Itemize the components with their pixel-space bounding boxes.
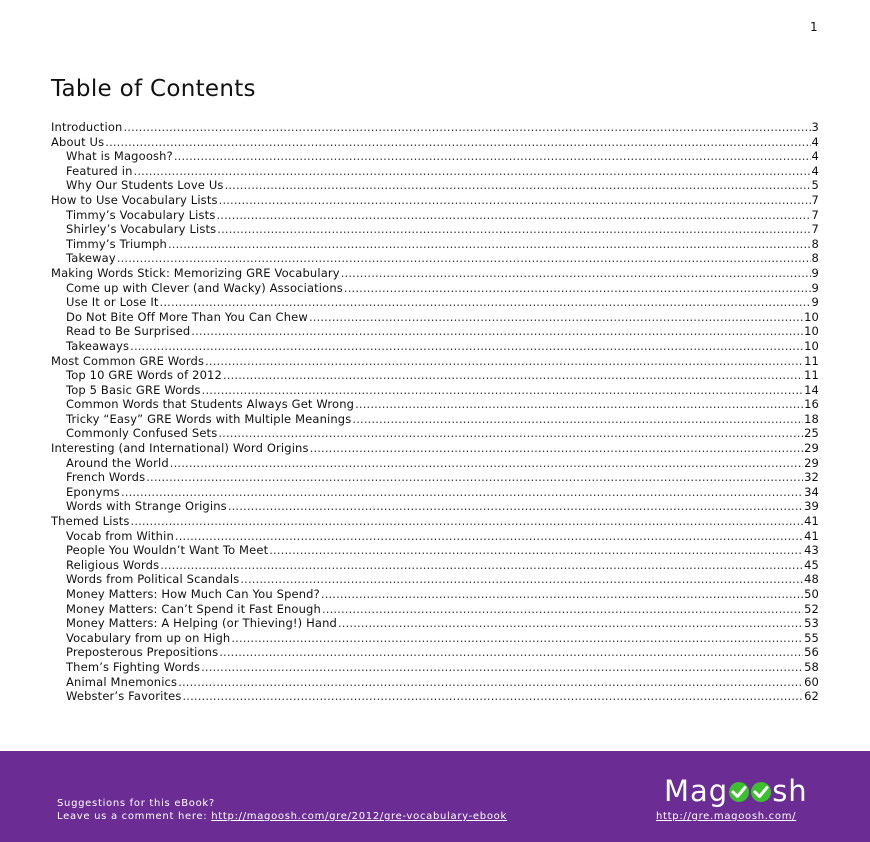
comment-line xyxy=(57,811,507,822)
toc-entry[interactable] xyxy=(51,324,819,339)
dot-leader xyxy=(146,470,803,485)
toc-entry[interactable] xyxy=(51,616,819,631)
toc-entry[interactable] xyxy=(51,412,819,427)
dot-leader xyxy=(219,193,811,208)
toc-entry-label: Eponyms xyxy=(66,484,120,499)
dot-leader xyxy=(202,383,803,398)
toc-entry-label: Come up with Clever (and Wacky) Associations xyxy=(66,280,343,295)
toc-entry[interactable] xyxy=(51,295,819,310)
toc-entry-label: Top 5 Basic GRE Words xyxy=(66,382,201,397)
toc-entry-label: Takeway xyxy=(66,251,116,266)
toc-entry-label: Featured in xyxy=(66,163,133,178)
toc-entry-page: 10 xyxy=(804,324,819,339)
toc-entry[interactable] xyxy=(51,208,819,223)
dot-leader xyxy=(117,251,811,266)
toc-entry[interactable] xyxy=(51,572,819,587)
toc-entry[interactable] xyxy=(51,499,819,514)
page-title: Table of Contents xyxy=(51,76,256,102)
toc-entry[interactable] xyxy=(51,164,819,179)
toc-entry-page: 16 xyxy=(804,397,819,412)
toc-entry-label: Timmy’s Vocabulary Lists xyxy=(66,207,216,222)
toc-entry[interactable] xyxy=(51,660,819,675)
logo-text-start: Mag xyxy=(664,774,729,808)
toc-entry-page: 7 xyxy=(811,222,819,237)
footer-banner xyxy=(0,751,870,842)
toc-entry-label: About Us xyxy=(51,134,105,149)
dot-leader xyxy=(174,149,811,164)
toc-entry-label: How to Use Vocabulary Lists xyxy=(51,192,218,207)
dot-leader xyxy=(160,295,811,310)
toc-entry-page: 3 xyxy=(811,120,819,134)
toc-entry-label: Do Not Bite Off More Than You Can Chew xyxy=(66,309,308,324)
toc-entry-label: Shirley’s Vocabulary Lists xyxy=(66,222,217,237)
toc-entry[interactable] xyxy=(51,222,819,237)
dot-leader xyxy=(121,485,803,500)
toc-entry-label: Use It or Lose It xyxy=(66,295,159,310)
toc-entry-label: Most Common GRE Words xyxy=(51,353,205,368)
dot-leader xyxy=(310,441,803,456)
toc-entry-label: Timmy’s Triumph xyxy=(66,236,167,251)
dot-leader xyxy=(178,675,803,690)
toc-entry-page: 9 xyxy=(811,265,819,280)
toc-entry-label: People You Wouldn’t Want To Meet xyxy=(66,543,269,558)
toc-entry-page: 11 xyxy=(804,353,819,368)
toc-entry[interactable] xyxy=(51,470,819,485)
comment-link[interactable]: http://magoosh.com/gre/2012/gre-vocabulary-ebook xyxy=(211,811,507,822)
dot-leader xyxy=(321,587,803,602)
dot-leader xyxy=(269,543,803,558)
dot-leader xyxy=(191,324,803,339)
toc-entry[interactable] xyxy=(51,485,819,500)
toc-entry-label: Introduction xyxy=(51,120,123,134)
toc-entry[interactable] xyxy=(51,120,819,135)
toc-entry[interactable] xyxy=(51,689,819,704)
dot-leader xyxy=(160,558,803,573)
toc-entry-label: Commonly Confused Sets xyxy=(66,426,218,441)
toc-entry-label: Themed Lists xyxy=(51,514,130,529)
dot-leader xyxy=(228,499,803,514)
toc-entry[interactable] xyxy=(51,281,819,296)
dot-leader xyxy=(322,602,803,617)
toc-entry[interactable] xyxy=(51,266,819,281)
toc-entry-page: 9 xyxy=(811,295,819,310)
table-of-contents xyxy=(51,120,819,704)
toc-entry[interactable] xyxy=(51,426,819,441)
toc-entry-label: What is Magoosh? xyxy=(66,149,173,164)
toc-entry[interactable] xyxy=(51,310,819,325)
toc-entry-label: Religious Words xyxy=(66,557,160,572)
toc-entry-page: 9 xyxy=(811,280,819,295)
toc-entry-page: 58 xyxy=(804,659,819,674)
toc-entry-label: Webster’s Favorites xyxy=(66,689,182,704)
dot-leader xyxy=(223,368,803,383)
toc-entry-page: 48 xyxy=(804,572,819,587)
dot-leader xyxy=(309,310,803,325)
toc-entry[interactable] xyxy=(51,354,819,369)
toc-entry[interactable] xyxy=(51,441,819,456)
toc-entry-label: Read to Be Surprised xyxy=(66,324,191,339)
dot-leader xyxy=(225,178,811,193)
dot-leader xyxy=(218,426,803,441)
dot-leader xyxy=(131,514,804,529)
dot-leader xyxy=(105,135,810,150)
dot-leader xyxy=(216,208,810,223)
toc-entry-label: Vocabulary from up on High xyxy=(66,630,231,645)
toc-entry-page: 7 xyxy=(811,192,819,207)
toc-entry-label: Tricky “Easy” GRE Words with Multiple Meanings xyxy=(66,411,352,426)
toc-entry-label: Money Matters: A Helping (or Thieving!) Hand xyxy=(66,616,337,631)
dot-leader xyxy=(344,281,811,296)
toc-entry-page: 60 xyxy=(804,674,819,689)
toc-entry-page: 7 xyxy=(811,207,819,222)
comment-prefix: Leave us a comment here: xyxy=(57,811,208,822)
toc-entry-label: Making Words Stick: Memorizing GRE Vocabulary xyxy=(51,265,340,280)
suggestions-text: Suggestions for this eBook? xyxy=(57,798,215,809)
toc-entry-page: 8 xyxy=(811,251,819,266)
toc-entry[interactable] xyxy=(51,587,819,602)
dot-leader xyxy=(201,660,803,675)
toc-entry[interactable] xyxy=(51,368,819,383)
toc-entry-page: 29 xyxy=(804,441,819,456)
toc-entry-page: 50 xyxy=(804,587,819,601)
toc-entry-page: 53 xyxy=(804,616,819,631)
toc-entry-label: Money Matters: How Much Can You Spend? xyxy=(66,587,320,601)
toc-entry-page: 4 xyxy=(811,134,819,149)
toc-entry[interactable] xyxy=(51,675,819,690)
toc-entry-page: 4 xyxy=(811,149,819,164)
toc-entry-label: Preposterous Prepositions xyxy=(66,645,219,660)
toc-entry-page: 25 xyxy=(804,426,819,441)
toc-entry-page: 41 xyxy=(804,528,819,543)
dot-leader xyxy=(205,354,803,369)
magoosh-logo xyxy=(664,774,808,808)
dot-leader xyxy=(352,412,803,427)
toc-entry-label: Words from Political Scandals xyxy=(66,572,240,587)
toc-entry[interactable] xyxy=(51,383,819,398)
dot-leader xyxy=(182,689,803,704)
toc-entry-label: Words with Strange Origins xyxy=(66,499,227,514)
toc-entry-page: 14 xyxy=(804,382,819,397)
dot-leader xyxy=(175,529,803,544)
toc-entry-label: Animal Mnemonics xyxy=(66,674,178,689)
dot-leader xyxy=(231,631,803,646)
toc-entry-label: Around the World xyxy=(66,455,169,470)
dot-leader xyxy=(217,222,810,237)
toc-entry[interactable] xyxy=(51,149,819,164)
toc-entry-page: 41 xyxy=(804,514,819,529)
dot-leader xyxy=(219,645,803,660)
toc-entry-page: 43 xyxy=(804,543,819,558)
toc-entry[interactable] xyxy=(51,237,819,252)
toc-entry-page: 11 xyxy=(804,368,819,383)
toc-entry-page: 29 xyxy=(804,455,819,470)
dot-leader xyxy=(168,237,811,252)
toc-entry[interactable] xyxy=(51,645,819,660)
toc-entry-label: Takeaways xyxy=(66,338,130,353)
toc-entry[interactable] xyxy=(51,558,819,573)
toc-entry-page: 56 xyxy=(804,645,819,660)
toc-entry-label: Top 10 GRE Words of 2012 xyxy=(66,368,222,383)
toc-entry-label: Money Matters: Can’t Spend it Fast Enough xyxy=(66,601,321,616)
toc-entry-label: Why Our Students Love Us xyxy=(66,178,224,193)
toc-entry-page: 18 xyxy=(804,411,819,426)
toc-entry[interactable] xyxy=(51,135,819,150)
toc-entry-page: 4 xyxy=(811,163,819,178)
site-url-link[interactable]: http://gre.magoosh.com/ xyxy=(656,811,797,822)
toc-entry-page: 10 xyxy=(804,338,819,353)
toc-entry-label: Them’s Fighting Words xyxy=(66,659,201,674)
toc-entry-page: 34 xyxy=(804,484,819,499)
dot-leader xyxy=(123,120,810,135)
double-check-icon xyxy=(728,780,772,804)
toc-entry-page: 10 xyxy=(804,309,819,324)
toc-entry[interactable] xyxy=(51,193,819,208)
toc-entry-label: Interesting (and International) Word Origins xyxy=(51,441,309,456)
toc-entry[interactable] xyxy=(51,178,819,193)
toc-entry[interactable] xyxy=(51,602,819,617)
toc-entry[interactable] xyxy=(51,339,819,354)
toc-entry-page: 62 xyxy=(804,689,819,704)
toc-entry[interactable] xyxy=(51,543,819,558)
toc-entry-label: Common Words that Students Always Get Wrong xyxy=(66,397,355,412)
dot-leader xyxy=(130,339,803,354)
toc-entry[interactable] xyxy=(51,456,819,471)
toc-entry-page: 52 xyxy=(804,601,819,616)
dot-leader xyxy=(170,456,803,471)
toc-entry-page: 5 xyxy=(811,178,819,193)
toc-entry[interactable] xyxy=(51,529,819,544)
toc-entry-page: 39 xyxy=(804,499,819,514)
dot-leader xyxy=(338,616,803,631)
toc-entry-page: 8 xyxy=(811,236,819,251)
logo-text-end: sh xyxy=(772,774,808,808)
dot-leader xyxy=(134,164,811,179)
toc-entry-label: Vocab from Within xyxy=(66,528,174,543)
toc-entry-page: 32 xyxy=(804,470,819,485)
toc-entry[interactable] xyxy=(51,514,819,529)
dot-leader xyxy=(240,572,803,587)
toc-entry[interactable] xyxy=(51,251,819,266)
dot-leader xyxy=(355,397,803,412)
toc-entry[interactable] xyxy=(51,631,819,646)
toc-entry-page: 45 xyxy=(804,557,819,572)
page-number: 1 xyxy=(810,20,818,34)
toc-entry-page: 55 xyxy=(804,630,819,645)
toc-entry[interactable] xyxy=(51,397,819,412)
toc-entry-label: French Words xyxy=(66,470,146,485)
dot-leader xyxy=(341,266,811,281)
